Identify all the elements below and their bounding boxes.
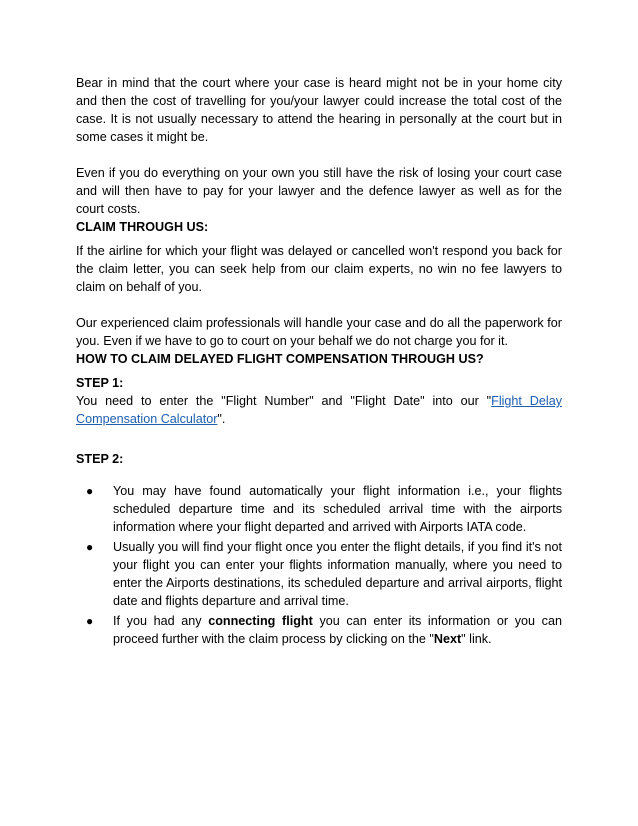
- document-page: [76, 74, 562, 650]
- bullet-dot-icon: ●: [86, 614, 94, 628]
- step-2-label: STEP 2:: [76, 452, 124, 466]
- step-2-bullet-3-middle: you can enter its information or you can proceed further with the claim process by clicking on the ": [113, 614, 562, 646]
- intro-paragraph-1: Bear in mind that the court where your case is heard might not be in your home city and then the cost of travelling for you/your lawyer could increase the total cost of the case. It is not usually necessary to attend the hearing in personally at the court but in some cases it might be.: [76, 76, 562, 144]
- step-1-label: STEP 1:: [76, 376, 124, 390]
- intro-paragraph-2: Even if you do everything on your own you still have the risk of losing your court case and will then have to pay for your lawyer and the defence lawyer as well as for the court costs.: [76, 166, 562, 216]
- list-item: [86, 612, 562, 648]
- step-2-bullet-3-before: If you had any: [113, 614, 209, 628]
- bullet-dot-icon: ●: [86, 540, 94, 554]
- claim-paragraph-2: Our experienced claim professionals will handle your case and do all the paperwork for you. Even if we have to go to court on your behalf we do not charge you for it.: [76, 316, 562, 348]
- claim-through-us-heading: CLAIM THROUGH US:: [76, 220, 209, 234]
- flight-delay-calculator-link[interactable]: Flight Delay Compensation Calculator: [76, 394, 562, 426]
- step-2-bullet-3-after: " link.: [461, 632, 492, 646]
- step-2-bullet-list: [76, 482, 562, 648]
- next-link-label: Next: [433, 632, 462, 646]
- how-to-claim-heading: HOW TO CLAIM DELAYED FLIGHT COMPENSATION THROUGH US?: [76, 352, 484, 366]
- list-item: [86, 482, 562, 536]
- step-2-bullet-1-text: You may have found automatically your flight information i.e., your flights scheduled departure time and its scheduled arrival time with the airports information where your flight departed and arrived with Airports IATA code.: [113, 484, 562, 534]
- step-1-text: [76, 392, 562, 428]
- step-1-text-after: ".: [217, 412, 226, 426]
- claim-paragraph-1: If the airline for which your flight was delayed or cancelled won't respond you back for the claim letter, you can seek help from our claim experts, no win no fee lawyers to claim on behalf of you.: [76, 244, 562, 294]
- step-1-text-before: You need to enter the "Flight Number" and "Flight Date" into our ": [76, 394, 492, 408]
- bullet-dot-icon: ●: [86, 484, 94, 498]
- connecting-flight-bold: connecting flight: [208, 614, 313, 628]
- list-item: [86, 538, 562, 610]
- step-2-bullet-2-text: Usually you will find your flight once you enter the flight details, if you find it's not your flight you can enter your flights information manually, where you need to enter the Airports destinations, its scheduled departure and arrival airports, flight date and flights departure and arrival time.: [113, 540, 562, 608]
